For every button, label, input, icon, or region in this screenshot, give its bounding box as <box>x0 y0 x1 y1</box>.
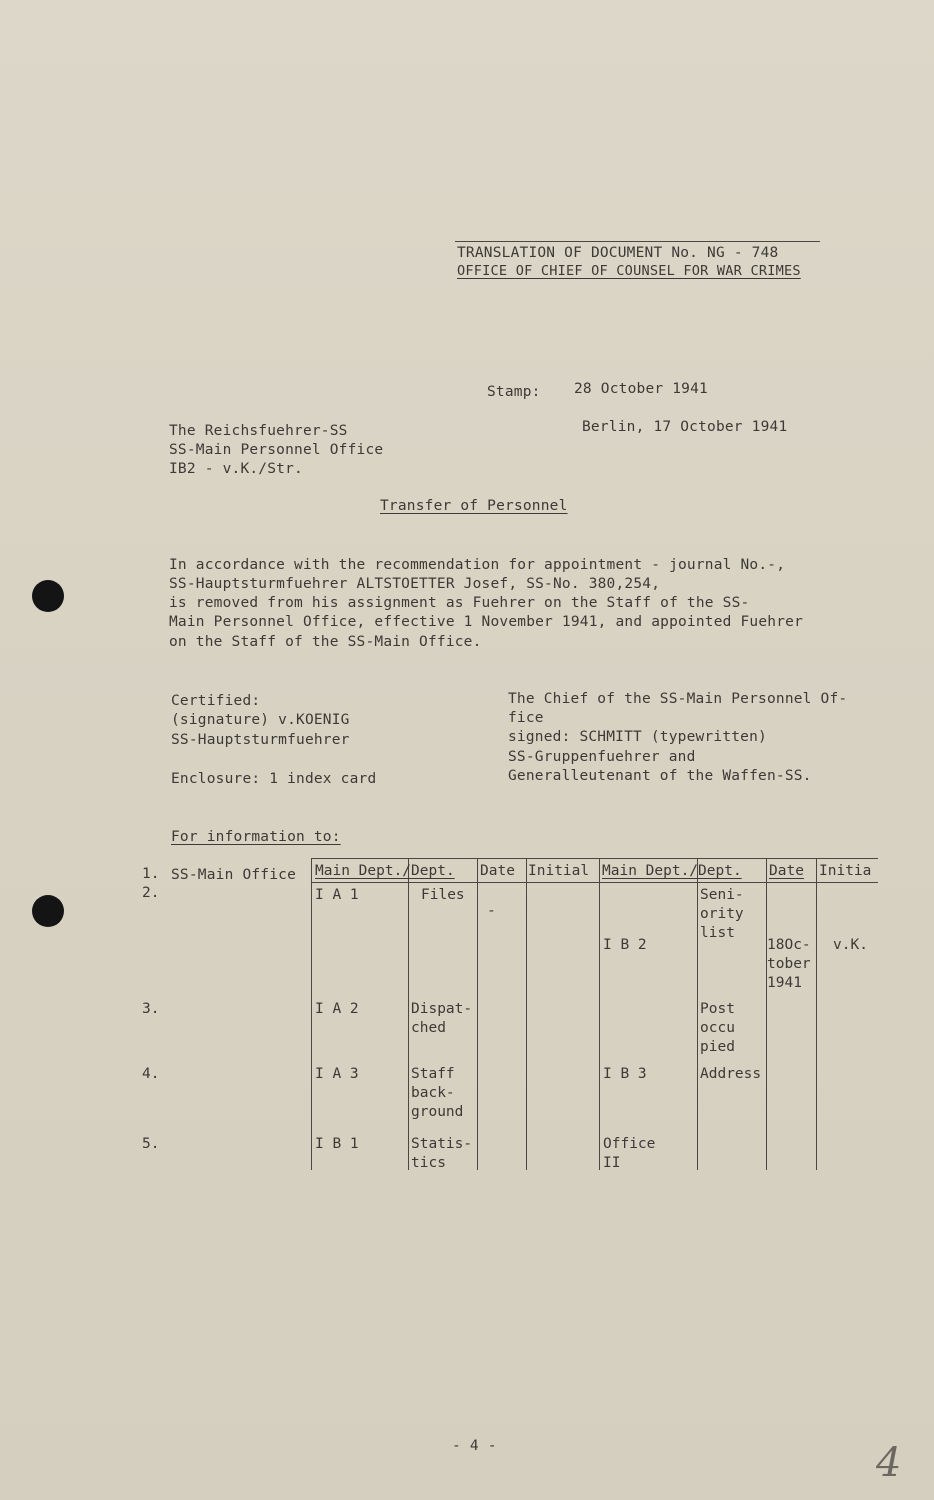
certified-line-3: SS-Hauptsturmfuehrer <box>171 732 350 748</box>
body-line-2: SS-Hauptsturmfuehrer ALTSTOETTER Josef, SS-No. 380,254, <box>169 576 661 592</box>
header-initial-2: Initia <box>819 863 872 879</box>
body-line-1: In accordance with the recommendation for appointment - journal No.-, <box>169 557 786 573</box>
stamp-date: 28 October 1941 <box>574 381 708 397</box>
row-number-2: 2. <box>142 885 160 901</box>
header-date-1: Date <box>480 863 515 879</box>
table-header-line <box>311 882 878 883</box>
punch-hole-bottom <box>32 895 64 927</box>
row-number-3: 3. <box>142 1001 160 1017</box>
distribution-table <box>311 858 878 1170</box>
dept-ia3: I A 3 <box>315 1066 359 1082</box>
row-number-4: 4. <box>142 1066 160 1082</box>
dept-ia1: I A 1 <box>315 887 359 903</box>
files-ia3: Staff back- ground <box>411 1066 464 1120</box>
date-dash: - <box>487 903 496 919</box>
signature-line-2: fice <box>508 710 544 726</box>
files-ib1: Statis- tics <box>411 1136 473 1171</box>
header-main-dept-1: Main Dept./Dept. <box>315 863 455 879</box>
dept-office-ii: Office II <box>603 1136 656 1171</box>
handwritten-page-number: 4 <box>876 1440 902 1486</box>
files-post-occupied: Post occu pied <box>700 1001 735 1055</box>
files-ia1: Files <box>421 887 465 903</box>
info-label: For information to: <box>171 829 341 845</box>
right-initial: v.K. <box>833 937 868 953</box>
table-top-line <box>311 858 878 859</box>
signature-line-5: Generalleutenant of the Waffen-SS. <box>508 768 812 784</box>
header-date-2: Date <box>769 863 804 879</box>
enclosure-line: Enclosure: 1 index card <box>171 771 377 787</box>
body-line-5: on the Staff of the SS-Main Office. <box>169 634 482 650</box>
place-date: Berlin, 17 October 1941 <box>582 419 788 435</box>
header-top-rule <box>455 241 820 242</box>
sender-line-1: The Reichsfuehrer-SS <box>169 423 348 439</box>
dept-ib1: I B 1 <box>315 1136 359 1152</box>
header-initial-1: Initial <box>528 863 590 879</box>
certified-line-1: Certified: <box>171 693 261 709</box>
header-main-dept-2: Main Dept./Dept. <box>602 863 742 879</box>
signature-line-1: The Chief of the SS-Main Personnel Of- <box>508 691 848 707</box>
certified-line-2: (signature) v.KOENIG <box>171 712 350 728</box>
row-number-5: 5. <box>142 1136 160 1152</box>
page-number: - 4 - <box>452 1438 497 1454</box>
stamp-label: Stamp: <box>487 384 541 400</box>
right-date: 18Oc- tober 1941 <box>767 937 811 991</box>
files-seniority: Seni- ority list <box>700 887 744 941</box>
row-number-1: 1. <box>142 866 160 882</box>
signature-line-3: signed: SCHMITT (typewritten) <box>508 729 767 745</box>
signature-line-4: SS-Gruppenfuehrer and <box>508 749 696 765</box>
body-line-3: is removed from his assignment as Fuehrer on the Staff of the SS- <box>169 595 750 611</box>
files-address: Address <box>700 1066 762 1082</box>
files-ia2: Dispat- ched <box>411 1001 473 1036</box>
sender-line-2: SS-Main Personnel Office <box>169 442 384 458</box>
dept-ia2: I A 2 <box>315 1001 359 1017</box>
dept-ib3: I B 3 <box>603 1066 647 1082</box>
first-recipient: SS-Main Office <box>171 867 297 883</box>
body-line-4: Main Personnel Office, effective 1 November 1941, and appointed Fuehrer <box>169 614 804 630</box>
header-line-2: OFFICE OF CHIEF OF COUNSEL FOR WAR CRIMES <box>457 263 801 279</box>
subject-title: Transfer of Personnel <box>380 498 568 514</box>
punch-hole-top <box>32 580 64 612</box>
dept-ib2: I B 2 <box>603 937 647 953</box>
header-line-1: TRANSLATION OF DOCUMENT No. NG - 748 <box>457 245 779 261</box>
sender-line-3: IB2 - v.K./Str. <box>169 461 303 477</box>
